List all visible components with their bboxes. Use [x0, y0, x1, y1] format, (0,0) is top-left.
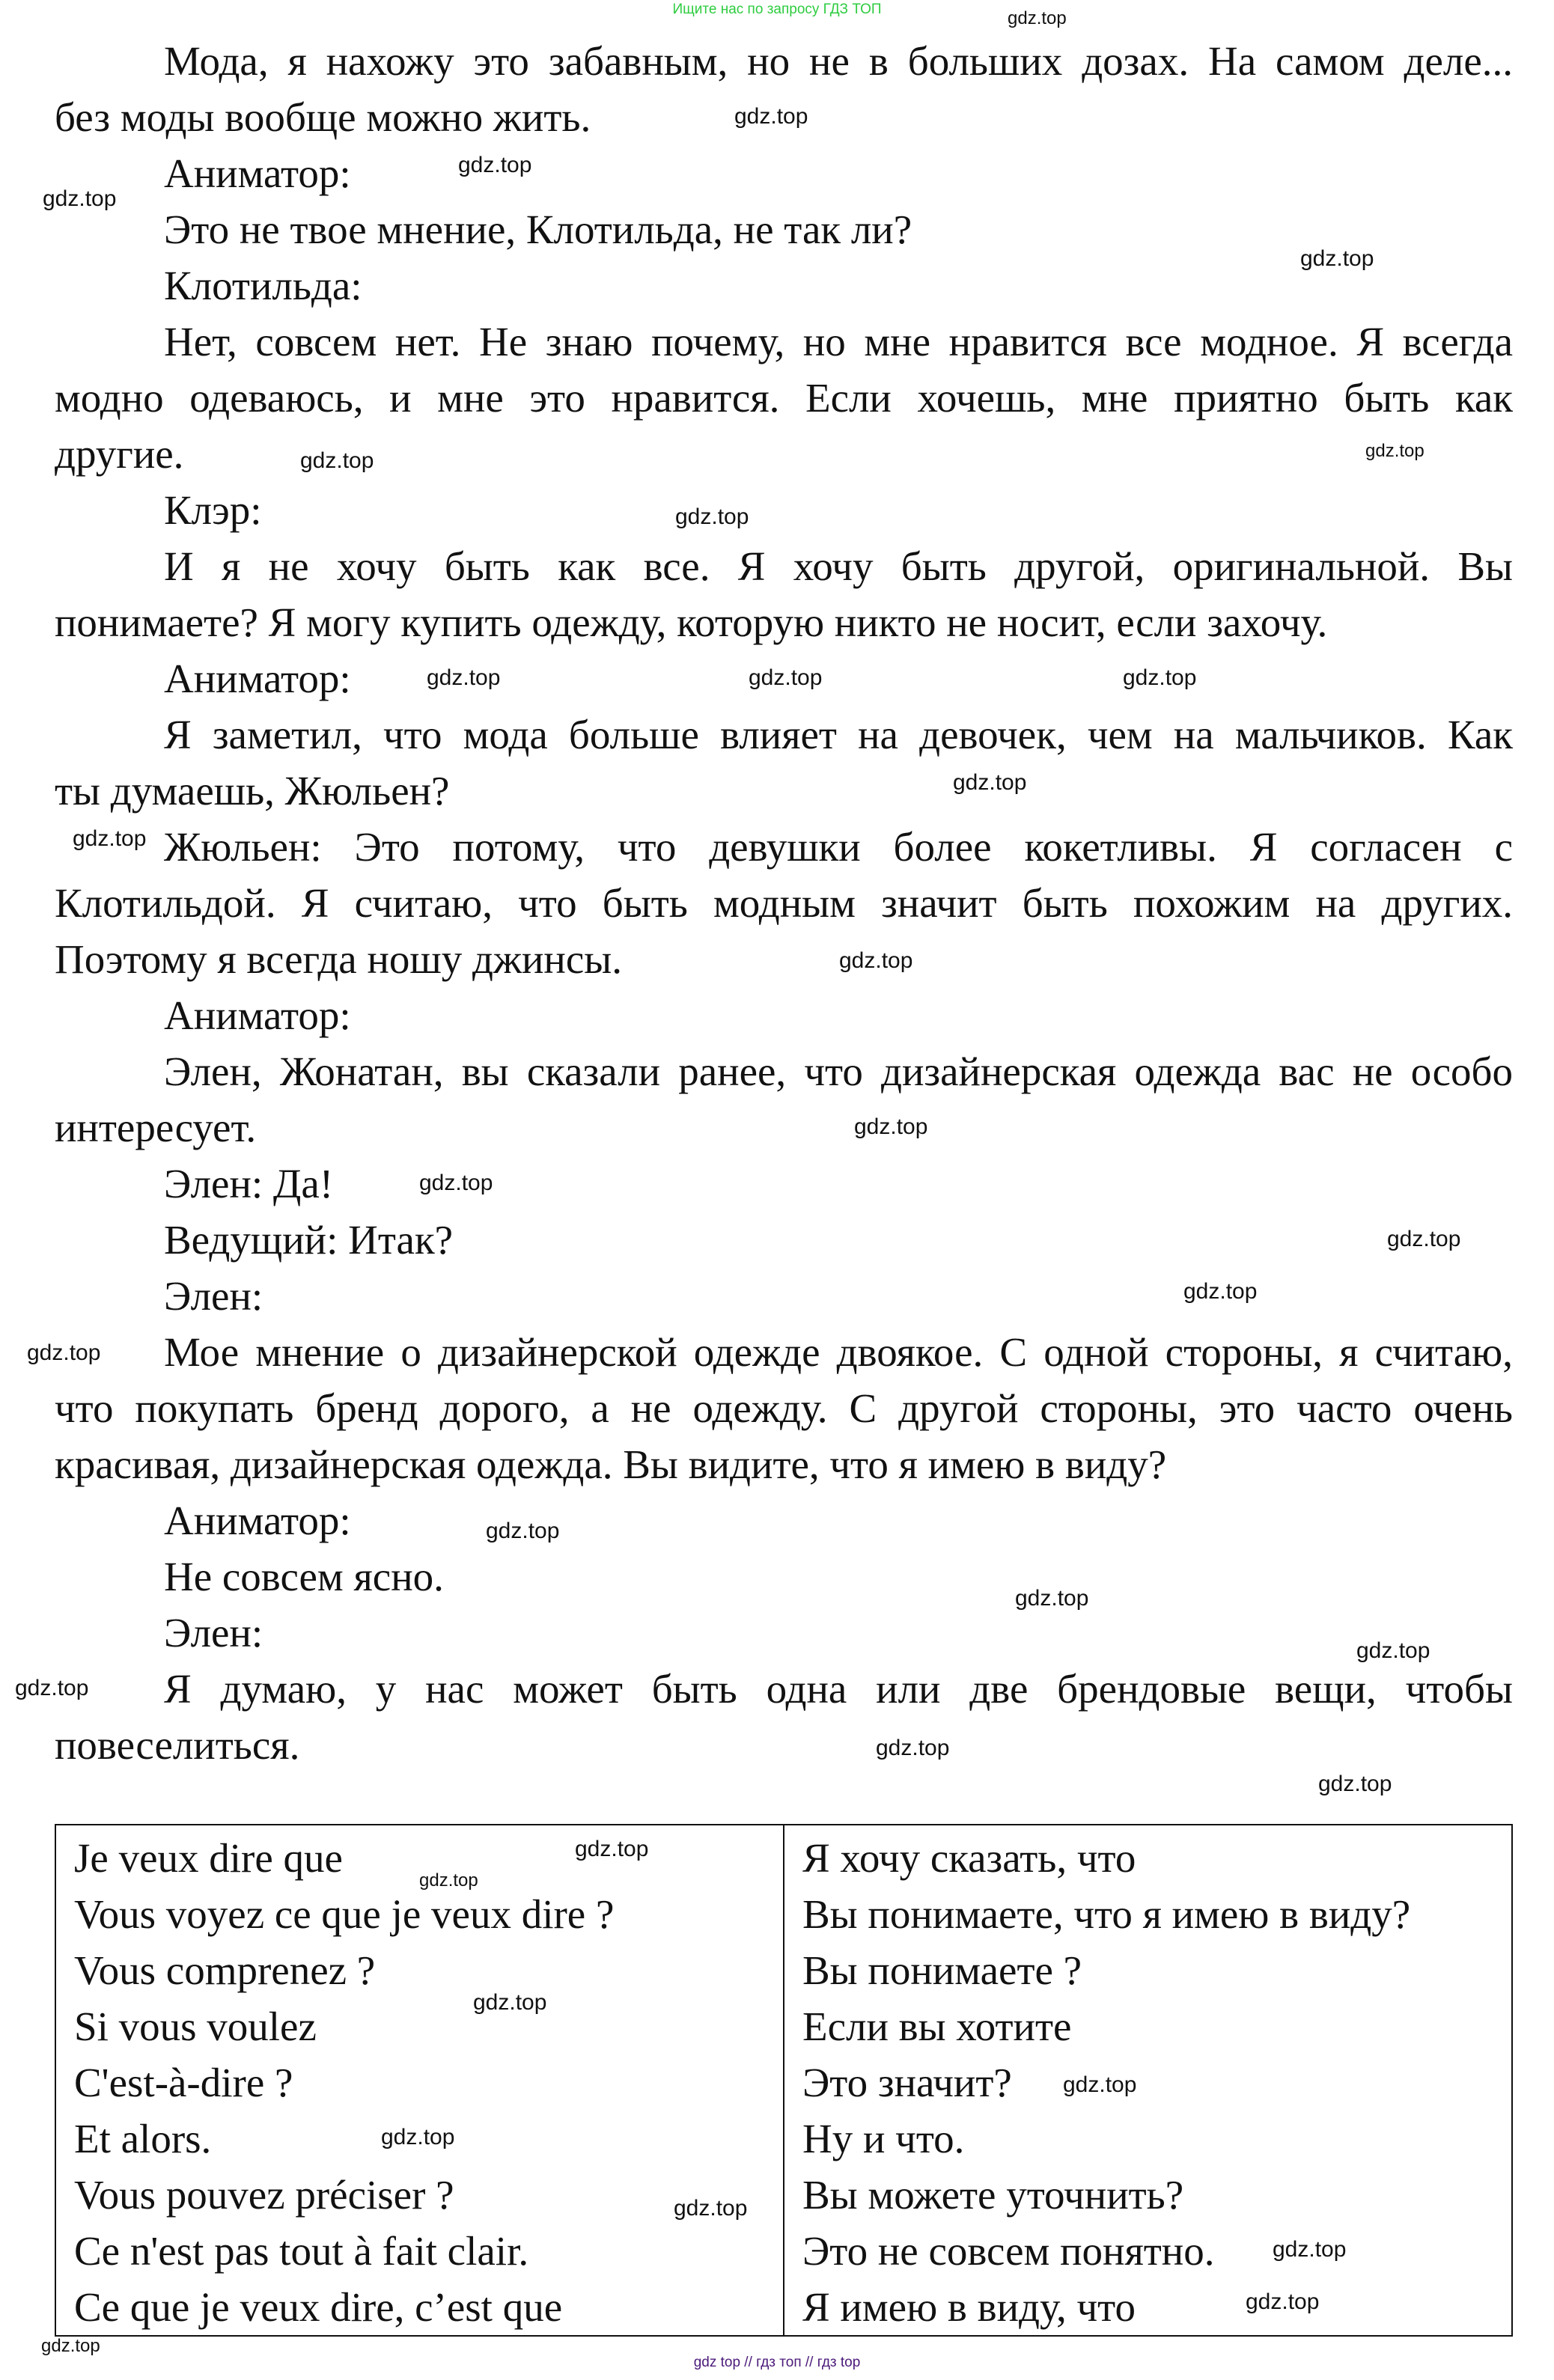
watermark: gdz.top: [1273, 2237, 1347, 2262]
paragraph-line: что покупать бренд дорого, а не одежду. С другой стороны, это часто очень: [55, 1385, 1513, 1431]
paragraph-line: понимаете? Я могу купить одежду, которую никто не носит, если захочу.: [55, 599, 1328, 645]
watermark: gdz.top: [1356, 1638, 1430, 1663]
russian-phrase: Ну и что.: [802, 2116, 965, 2161]
russian-phrase: Я имею в виду, что: [802, 2284, 1136, 2330]
watermark: gdz.top: [674, 2196, 748, 2221]
french-phrase: C'est-à-dire ?: [74, 2060, 293, 2105]
watermark: gdz.top: [458, 153, 532, 177]
french-phrase: Et alors.: [74, 2116, 212, 2161]
paragraph-line: другие.: [55, 431, 184, 477]
french-phrase: Je veux dire que: [74, 1835, 343, 1881]
french-phrase: Vous comprenez ?: [74, 1947, 376, 1993]
russian-phrase: Это значит?: [802, 2060, 1012, 2105]
watermark: gdz.top: [473, 1990, 547, 2015]
russian-phrase: Вы можете уточнить?: [802, 2172, 1184, 2218]
watermark: gdz.top: [1123, 665, 1197, 690]
french-phrase: Ce que je veux dire, c’est que: [74, 2284, 563, 2330]
paragraph-line: Элен: Да!: [164, 1161, 334, 1206]
watermark: gdz.top: [486, 1519, 560, 1543]
paragraph-line: Мода, я нахожу это забавным, но не в больших дозах. На самом деле...: [164, 38, 1513, 84]
watermark: gdz.top: [575, 1837, 649, 1861]
paragraph-line: повеселиться.: [55, 1722, 300, 1768]
paragraph-line: Элен, Жонатан, вы сказали ранее, что дизайнерская одежда вас не особо: [164, 1049, 1513, 1094]
paragraph-line: интересует.: [55, 1105, 257, 1150]
paragraph-line: И я не хочу быть как все. Я хочу быть другой, оригинальной. Вы: [164, 543, 1513, 589]
french-phrase: Vous pouvez préciser ?: [74, 2172, 454, 2218]
watermark: gdz.top: [15, 1676, 89, 1700]
watermark: gdz.top: [419, 1870, 478, 1891]
search-banner[interactable]: Ищите нас по запросу ГДЗ ТОП: [672, 1, 882, 17]
paragraph-line: ты думаешь, Жюльен?: [55, 768, 450, 814]
dialogue-text: [55, 33, 1513, 1773]
watermark: gdz.top: [1387, 1227, 1461, 1251]
paragraph-line: Аниматор:: [164, 1498, 351, 1543]
watermark: gdz.top: [854, 1114, 928, 1139]
russian-phrase: Я хочу сказать, что: [802, 1835, 1136, 1881]
watermark: gdz.top: [43, 186, 117, 211]
watermark: gdz.top: [41, 2336, 100, 2356]
paragraph-line: Элен:: [164, 1273, 263, 1319]
watermark: gdz.top: [953, 770, 1027, 795]
watermark: gdz.top: [1300, 246, 1374, 271]
watermark: gdz.top: [1183, 1279, 1258, 1304]
watermark: gdz.top: [675, 504, 749, 529]
paragraph-line: Жюльен: Это потому, что девушки более кокетливы. Я согласен с: [164, 824, 1513, 870]
paragraph-line: красивая, дизайнерская одежда. Вы видите, что я имею в виду?: [55, 1441, 1167, 1487]
paragraph-line: Клотильда:: [164, 263, 362, 308]
french-phrase: Vous voyez ce que je veux dire ?: [74, 1891, 615, 1937]
french-phrases-column: [55, 1825, 784, 2336]
russian-phrase: Вы понимаете ?: [802, 1947, 1082, 1993]
watermark: gdz.top: [1246, 2289, 1320, 2314]
paragraph-line: Поэтому я всегда ношу джинсы.: [55, 936, 622, 982]
paragraph-line: Элен:: [164, 1610, 263, 1656]
watermark: gdz.top: [749, 665, 823, 690]
paragraph-line: Ведущий: Итак?: [164, 1217, 454, 1263]
watermark: gdz.top: [73, 826, 147, 851]
russian-phrase: Если вы хотите: [802, 2004, 1072, 2049]
watermark: gdz.top: [1063, 2072, 1137, 2097]
watermark: gdz.top: [300, 448, 374, 473]
watermark: gdz.top: [1318, 1772, 1392, 1796]
watermark: gdz.top: [876, 1736, 950, 1760]
paragraph-line: Аниматор:: [164, 150, 351, 196]
watermark: gdz.top: [1008, 8, 1067, 28]
watermark: gdz.top: [839, 948, 913, 973]
footer-links[interactable]: gdz top // гдз топ // гдз top: [693, 2355, 861, 2370]
paragraph-line: Нет, совсем нет. Не знаю почему, но мне нравится все модное. Я всегда: [164, 319, 1513, 364]
paragraph-line: без моды вообще можно жить.: [55, 94, 591, 140]
french-phrase: Si vous voulez: [74, 2004, 317, 2049]
paragraph-line: Клотильдой. Я считаю, что быть модным значит быть похожим на других.: [55, 880, 1513, 926]
paragraph-line: Мое мнение о дизайнерской одежде двоякое. С одной стороны, я считаю,: [164, 1329, 1513, 1375]
watermark: gdz.top: [381, 2125, 455, 2149]
paragraph-line: Это не твое мнение, Клотильда, не так ли?: [164, 207, 912, 252]
paragraph-line: Не совсем ясно.: [164, 1554, 444, 1599]
paragraph-line: Клэр:: [164, 487, 262, 533]
russian-phrases-column: [784, 1825, 1512, 2336]
paragraph-line: Я думаю, у нас может быть одна или две брендовые вещи, чтобы: [164, 1666, 1513, 1712]
watermark: gdz.top: [1365, 441, 1424, 461]
french-phrase: Ce n'est pas tout à fait clair.: [74, 2228, 529, 2274]
watermark: gdz.top: [1015, 1586, 1089, 1611]
paragraph-line: модно одеваюсь, и мне это нравится. Если хочешь, мне приятно быть как: [55, 375, 1513, 421]
russian-phrase: Это не совсем понятно.: [802, 2228, 1215, 2274]
russian-phrase: Вы понимаете, что я имею в виду?: [802, 1891, 1411, 1937]
paragraph-line: Я заметил, что мода больше влияет на девочек, чем на мальчиков. Как: [164, 712, 1513, 757]
paragraph-line: Аниматор:: [164, 992, 351, 1038]
watermark: gdz.top: [27, 1340, 101, 1365]
watermark: gdz.top: [734, 104, 808, 129]
paragraph-line: Аниматор:: [164, 656, 351, 701]
watermark: gdz.top: [427, 665, 501, 690]
watermark: gdz.top: [419, 1171, 493, 1195]
